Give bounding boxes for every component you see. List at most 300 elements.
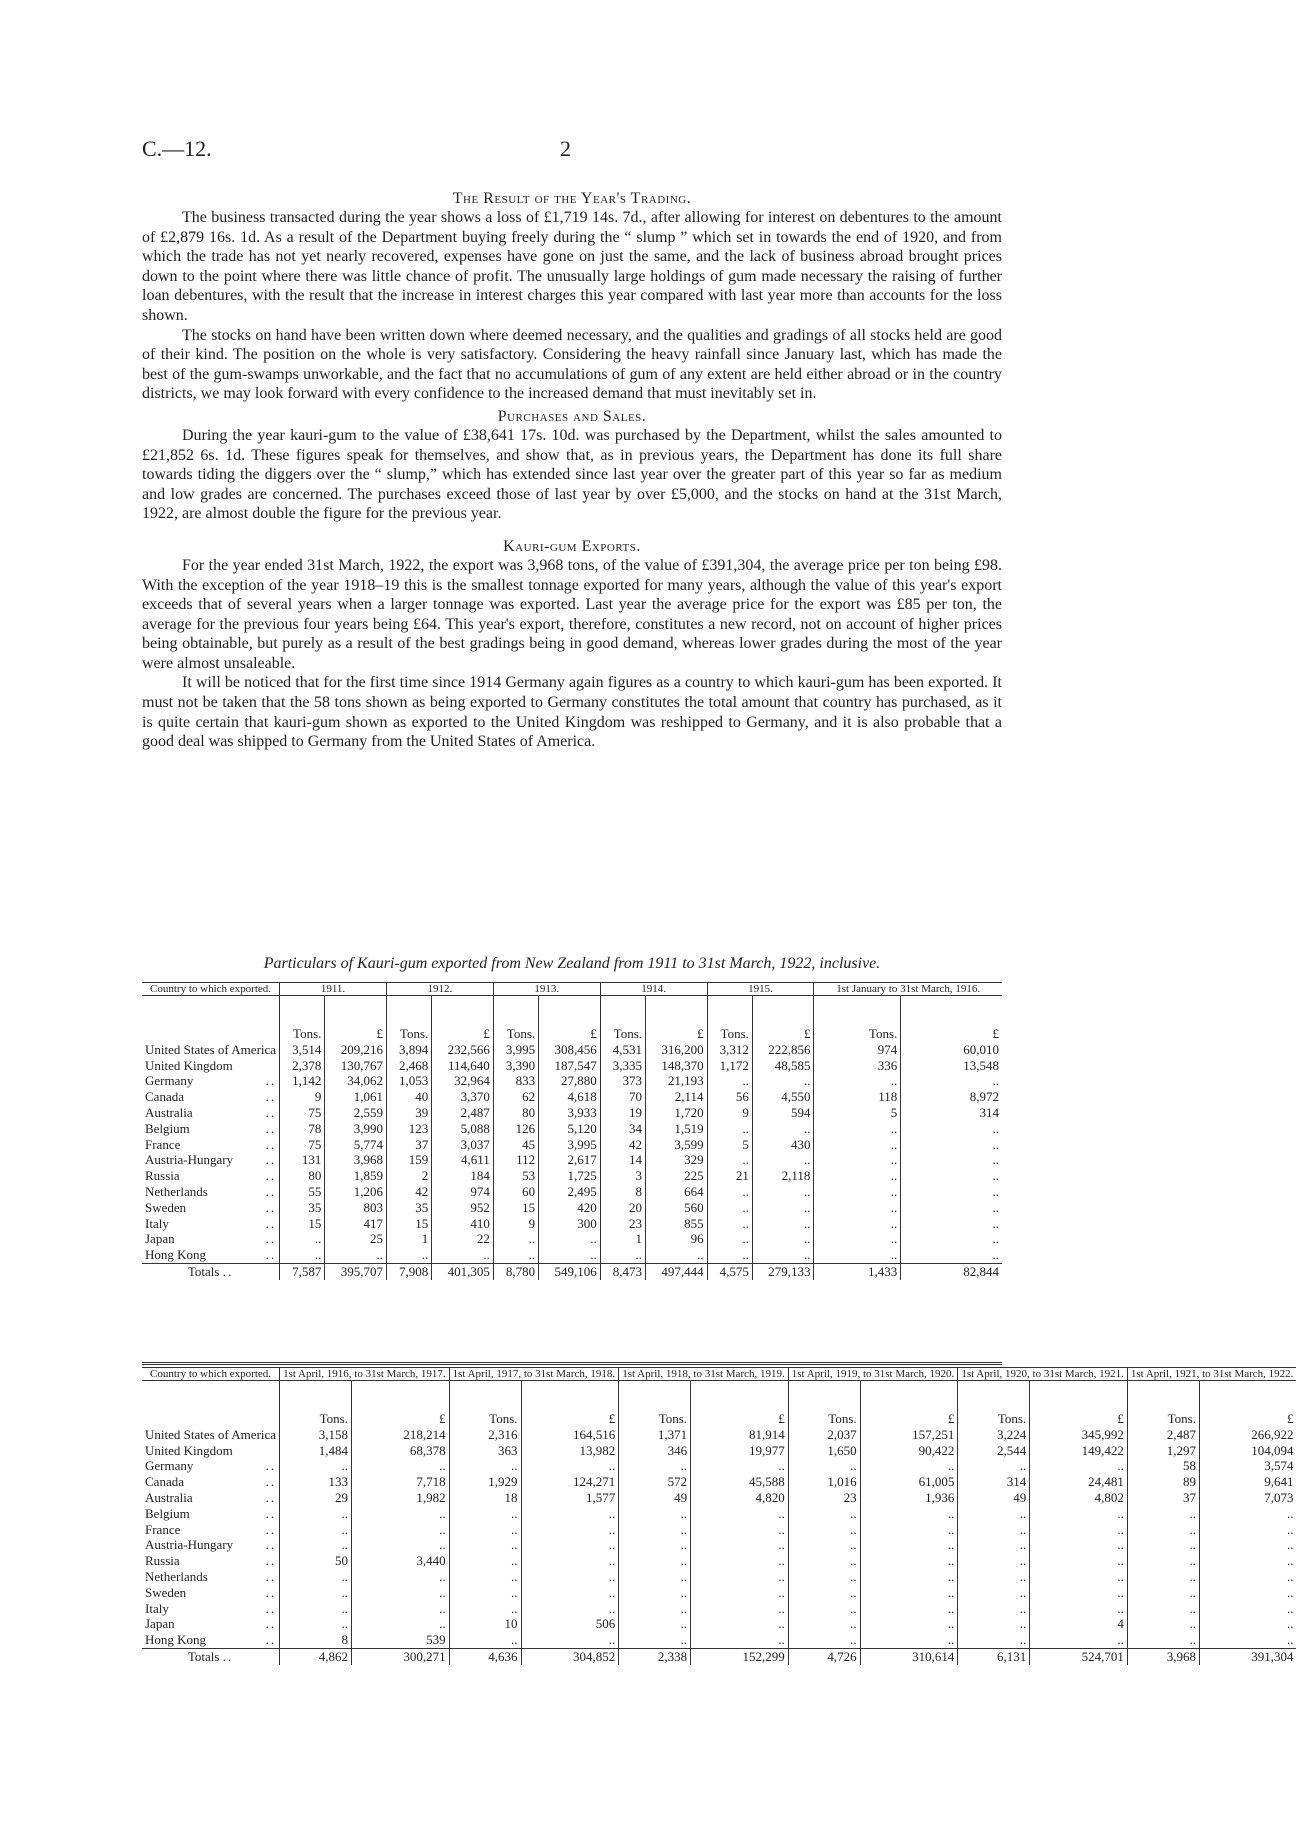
table-cell: .. — [539, 1247, 601, 1263]
table-cell: 27,880 — [539, 1073, 601, 1089]
paragraph: For the year ended 31st March, 1922, the export was 3,968 tons, of the value of £391,304, the average price per ton being £98. With the exception of the year 1918–19 this is the smallest tonnage exported for many years, although the value of this year's export exceeds that of several years when a larger tonnage was exported. Last year the average price for the export was £85 per ton, the average for the previous four years being £64. This year's export, therefore, constitutes a new record, not on account of higher prices being obtainable, but purely as a result of the best gradings being in good demand, whereas lower grades during the most of the year were almost unsaleable. — [142, 556, 1002, 672]
total-cell: 1,433 — [814, 1263, 901, 1279]
unit-tons-label: Tons. — [788, 1411, 860, 1427]
table-cell: 8,972 — [969, 1089, 999, 1105]
table-row — [142, 1247, 1002, 1263]
table-cell: 5,088 — [432, 1121, 494, 1137]
table-cell: 39 — [386, 1105, 431, 1121]
table-cell: .. — [860, 1506, 958, 1522]
table-cell: .. — [521, 1522, 619, 1538]
table-cell: .. — [788, 1458, 860, 1474]
total-cell: 401,305 — [432, 1263, 494, 1279]
table-cell: 37 — [386, 1137, 431, 1153]
table-row — [142, 1089, 1002, 1105]
table-cell: .. — [351, 1585, 449, 1601]
table-row — [142, 1569, 1296, 1585]
table-cell: .. — [788, 1601, 860, 1617]
table-cell: .. — [1127, 1585, 1199, 1601]
table-cell: 974 — [814, 1042, 901, 1058]
table-cell: 18 — [449, 1490, 521, 1506]
table-cell: .. — [1030, 1553, 1128, 1569]
table-cell: .. — [691, 1522, 789, 1538]
table-cell: 410 — [432, 1216, 494, 1232]
table-cell: 266,922 — [1251, 1426, 1294, 1442]
section-title-exports: Kauri-gum Exports. — [503, 537, 641, 555]
table-cell: .. — [958, 1569, 1030, 1585]
table-cell: 14 — [600, 1152, 645, 1168]
country-name: United Kingdom — [142, 1443, 280, 1459]
table-cell: 1,725 — [539, 1168, 601, 1184]
table-row — [142, 1443, 1296, 1459]
table-cell: 35 — [280, 1200, 325, 1216]
total-cell: 304,852 — [521, 1648, 619, 1664]
table-cell: 126 — [493, 1121, 538, 1137]
table-cell: .. — [449, 1458, 521, 1474]
table-cell: 1,016 — [788, 1474, 860, 1490]
totals-row — [142, 1648, 1296, 1664]
table-cell: 803 — [325, 1200, 387, 1216]
table-cell: 952 — [432, 1200, 494, 1216]
table-cell: 9 — [493, 1216, 538, 1232]
country-name: France .. — [142, 1522, 280, 1538]
table-cell: 42 — [386, 1184, 431, 1200]
table-cell: .. — [619, 1585, 691, 1601]
table-row — [142, 1042, 1002, 1058]
table-cell: .. — [351, 1569, 449, 1585]
table-cell: 3,933 — [539, 1105, 601, 1121]
table-cell: 13,982 — [521, 1443, 619, 1459]
table-cell: .. — [1030, 1537, 1128, 1553]
table-cell: 42 — [600, 1137, 645, 1153]
table-cell: .. — [619, 1616, 691, 1632]
table-row — [142, 1137, 1002, 1153]
table-cell: 855 — [646, 1216, 708, 1232]
column-header-period: 1st April, 1919, to 31st March, 1920. — [788, 1368, 958, 1381]
table-cell: .. — [1127, 1632, 1199, 1648]
country-name: Japan .. — [142, 1231, 280, 1247]
table-cell: 25 — [325, 1231, 387, 1247]
table-cell: 345,992 — [1030, 1427, 1128, 1443]
table-cell: .. — [280, 1231, 325, 1247]
table-cell: .. — [1286, 1521, 1294, 1537]
table-cell: 1,859 — [325, 1168, 387, 1184]
table-cell: 1,206 — [325, 1184, 387, 1200]
table-cell: .. — [860, 1585, 958, 1601]
table-cell: .. — [351, 1537, 449, 1553]
table-cell: 3 — [600, 1168, 645, 1184]
unit-pounds-label: £ — [691, 1411, 789, 1427]
table-cell: .. — [619, 1537, 691, 1553]
table-cell: 53 — [493, 1168, 538, 1184]
table-cell: 2,378 — [280, 1058, 325, 1074]
table-cell: 5 — [707, 1137, 752, 1153]
table-cell: .. — [707, 1184, 752, 1200]
table-cell: .. — [814, 1247, 901, 1263]
table-cell: .. — [449, 1601, 521, 1617]
table-cell: 164,516 — [521, 1427, 619, 1443]
table-cell: 15 — [493, 1200, 538, 1216]
table-cell: .. — [752, 1200, 814, 1216]
country-name: Hong Kong .. — [142, 1632, 280, 1648]
table-cell: .. — [1030, 1585, 1128, 1601]
country-name: France .. — [142, 1137, 280, 1153]
table-cell: 45,588 — [691, 1474, 789, 1490]
total-cell: 279,133 — [752, 1263, 814, 1279]
table-cell: .. — [691, 1537, 789, 1553]
table-caption: Particulars of Kauri-gum exported from New Zealand from 1911 to 31st March, 1922, inclusive. — [263, 955, 881, 972]
table-cell: 3,894 — [386, 1042, 431, 1058]
table-cell: 19 — [600, 1105, 645, 1121]
table-cell: .. — [860, 1601, 958, 1617]
table-cell: .. — [280, 1522, 352, 1538]
table-cell: .. — [992, 1215, 999, 1231]
table-cell: 2,114 — [646, 1089, 708, 1105]
table-cell: 187,547 — [539, 1058, 601, 1074]
paragraph: The stocks on hand have been written down where deemed necessary, and the qualities and gradings of all stocks held are good of their kind. The position on the whole is very satisfactory. Considering the heavy rainfall since January last, which has made the best of the gum-swamps unworkable, and the fact that no accumulations of gum of any extent are held either abroad or in the country districts, we may look forward with every confidence to the increased demand that must inevitably set in. — [142, 326, 1002, 403]
table-row — [142, 1506, 1296, 1522]
country-name: Australia .. — [142, 1490, 280, 1506]
table-divider — [142, 1362, 1002, 1365]
total-cell: 82,844 — [901, 1263, 1002, 1279]
table-cell: .. — [521, 1585, 619, 1601]
table-cell: .. — [958, 1522, 1030, 1538]
total-cell: 4,862 — [280, 1648, 352, 1664]
column-header-country: Country to which exported. — [142, 983, 280, 996]
table-cell: .. — [992, 1136, 999, 1152]
total-cell: 8,473 — [600, 1263, 645, 1279]
total-cell: 4,726 — [788, 1648, 860, 1664]
table-cell: 5,120 — [539, 1121, 601, 1137]
table-cell: .. — [814, 1184, 901, 1200]
table-cell: .. — [619, 1569, 691, 1585]
table-cell: .. — [280, 1585, 352, 1601]
table-cell: .. — [1127, 1506, 1199, 1522]
table-cell: .. — [860, 1632, 958, 1648]
total-cell: 300,271 — [351, 1648, 449, 1664]
table-cell: 4,618 — [539, 1089, 601, 1105]
table-cell: .. — [1286, 1537, 1294, 1553]
table-cell: 1,172 — [707, 1058, 752, 1074]
table-cell: .. — [958, 1553, 1030, 1569]
total-cell: 7,908 — [386, 1263, 431, 1279]
table-cell: 2,316 — [449, 1427, 521, 1443]
section-title-purchases: Purchases and Sales. — [497, 407, 647, 425]
table-cell: 1,577 — [521, 1490, 619, 1506]
column-header-period: 1915. — [707, 983, 814, 996]
table-cell: 572 — [619, 1474, 691, 1490]
table-cell: 4,802 — [1030, 1490, 1128, 1506]
table-cell: 833 — [493, 1073, 538, 1089]
table-cell: .. — [521, 1632, 619, 1648]
column-header-period: 1914. — [600, 983, 707, 996]
table-cell: 7,073 — [1264, 1489, 1294, 1505]
table-cell: 62 — [493, 1089, 538, 1105]
table-cell: .. — [814, 1200, 901, 1216]
table-cell: 7,718 — [351, 1474, 449, 1490]
column-header-period: 1st April, 1918, to 31st March, 1919. — [619, 1368, 789, 1381]
table-cell: 1,650 — [788, 1443, 860, 1459]
table-cell: .. — [646, 1247, 708, 1263]
totals-label: Totals .. — [142, 1648, 280, 1664]
table-cell: 8 — [600, 1184, 645, 1200]
table-cell: 60,010 — [963, 1041, 999, 1057]
table-cell: .. — [1127, 1537, 1199, 1553]
table-cell: .. — [280, 1247, 325, 1263]
table-cell: .. — [1030, 1458, 1128, 1474]
table-row — [142, 1152, 1002, 1168]
table-cell: .. — [1286, 1505, 1294, 1521]
table-cell: 56 — [707, 1089, 752, 1105]
country-name: Germany .. — [142, 1073, 280, 1089]
table-cell: .. — [814, 1216, 901, 1232]
table-cell: .. — [449, 1537, 521, 1553]
table-cell: 23 — [600, 1216, 645, 1232]
table-cell: .. — [521, 1569, 619, 1585]
table-cell: 124,271 — [521, 1474, 619, 1490]
unit-tons-label: Tons. — [814, 1026, 901, 1042]
table-cell: 34 — [600, 1121, 645, 1137]
table-cell: 61,005 — [860, 1474, 958, 1490]
table-cell: 15 — [280, 1216, 325, 1232]
table-cell: 104,094 — [1251, 1442, 1294, 1458]
table-cell: .. — [449, 1553, 521, 1569]
table-cell: 3,440 — [351, 1553, 449, 1569]
table-cell: 1 — [600, 1231, 645, 1247]
table-cell: 2,118 — [752, 1168, 814, 1184]
table-cell: 1,720 — [646, 1105, 708, 1121]
table-row — [142, 1458, 1296, 1474]
table-cell: .. — [788, 1537, 860, 1553]
table-cell: 20 — [600, 1200, 645, 1216]
total-cell: 497,444 — [646, 1263, 708, 1279]
table-cell: .. — [958, 1632, 1030, 1648]
unit-pounds-label: £ — [539, 1026, 601, 1042]
table-row — [142, 1184, 1002, 1200]
paragraph: The business transacted during the year shows a loss of £1,719 14s. 7d., after allowing for interest on debentures to the amount of £2,879 16s. 1d. As a result of the Department buying freely during the “ slump ” which set in towards the end of 1920, and from which the trade has not yet nearly recovered, expenses have gone on just the same, and the lack of business abroad brought prices down to the point where there was little chance of profit. The unusually large holdings of gum made necessary the raising of further loan debentures, with the result that the increase in interest charges this year compared with last year more than accounts for the loss shown. — [142, 209, 1002, 324]
table-cell: 3,370 — [432, 1089, 494, 1105]
country-name: United Kingdom — [142, 1058, 280, 1074]
country-name: United States of America — [142, 1427, 280, 1443]
table-cell: .. — [521, 1506, 619, 1522]
table-cell: .. — [619, 1458, 691, 1474]
country-name: Netherlands .. — [142, 1569, 280, 1585]
table-cell: 222,856 — [752, 1042, 814, 1058]
country-name: Hong Kong .. — [142, 1247, 280, 1263]
table-cell: .. — [752, 1247, 814, 1263]
export-table-1916-1922 — [142, 1367, 1294, 1665]
table-cell: 225 — [646, 1168, 708, 1184]
table-cell: 1,982 — [351, 1490, 449, 1506]
column-header-period: 1st April, 1917, to 31st March, 1918. — [449, 1368, 619, 1381]
column-header-period: 1st April, 1920, to 31st March, 1921. — [958, 1368, 1128, 1381]
table-cell: .. — [814, 1073, 901, 1089]
table-cell: 300 — [539, 1216, 601, 1232]
table-cell: .. — [788, 1522, 860, 1538]
table-cell: .. — [1030, 1632, 1128, 1648]
country-name: Australia .. — [142, 1105, 280, 1121]
table-cell: .. — [860, 1569, 958, 1585]
table-row — [142, 1216, 1002, 1232]
table-cell: 13,548 — [963, 1057, 999, 1073]
unit-tons-label: Tons. — [449, 1411, 521, 1427]
table-cell: .. — [814, 1231, 901, 1247]
body-text — [142, 190, 1002, 752]
country-name: Austria-Hungary .. — [142, 1537, 280, 1553]
country-name: Italy .. — [142, 1601, 280, 1617]
table-cell: 48,585 — [752, 1058, 814, 1074]
table-cell: .. — [814, 1168, 901, 1184]
table-cell: 4,611 — [432, 1152, 494, 1168]
table-cell: .. — [351, 1601, 449, 1617]
table-cell: 90,422 — [860, 1443, 958, 1459]
table-cell: .. — [1286, 1584, 1294, 1600]
table-cell: .. — [992, 1152, 999, 1168]
table-cell: .. — [958, 1537, 1030, 1553]
table-cell: .. — [1127, 1553, 1199, 1569]
table-cell: .. — [280, 1506, 352, 1522]
table-cell: .. — [1286, 1553, 1294, 1569]
table-cell: 133 — [280, 1474, 352, 1490]
table-cell: 1,142 — [280, 1073, 325, 1089]
total-cell: 395,707 — [325, 1263, 387, 1279]
column-header-period: 1913. — [493, 983, 600, 996]
table-cell: 24,481 — [1030, 1474, 1128, 1490]
table-cell: .. — [707, 1121, 752, 1137]
table-cell: .. — [280, 1458, 352, 1474]
table-cell: 2,487 — [1127, 1427, 1199, 1443]
table-cell: 218,214 — [351, 1427, 449, 1443]
table-cell: .. — [432, 1247, 494, 1263]
table-cell: 55 — [280, 1184, 325, 1200]
table-cell: .. — [351, 1506, 449, 1522]
table-cell: 417 — [325, 1216, 387, 1232]
total-cell: 4,636 — [449, 1648, 521, 1664]
table-cell: .. — [1127, 1522, 1199, 1538]
table-cell: .. — [1030, 1601, 1128, 1617]
table-cell: .. — [449, 1506, 521, 1522]
table-cell: 5 — [814, 1105, 901, 1121]
table-cell: .. — [1127, 1616, 1199, 1632]
country-name: United States of America — [142, 1042, 280, 1058]
table-cell: 3,968 — [325, 1152, 387, 1168]
table-cell: 40 — [386, 1089, 431, 1105]
table-row — [142, 1427, 1296, 1443]
table-row — [142, 1490, 1296, 1506]
table-cell: 2,544 — [958, 1443, 1030, 1459]
table-cell: .. — [860, 1616, 958, 1632]
table-cell: .. — [992, 1120, 999, 1136]
table-cell: .. — [691, 1569, 789, 1585]
total-cell: 310,614 — [860, 1648, 958, 1664]
table-cell: .. — [1286, 1568, 1294, 1584]
table-cell: 8 — [280, 1632, 352, 1648]
table-cell: 3,995 — [493, 1042, 538, 1058]
table-cell: .. — [280, 1601, 352, 1617]
table-cell: .. — [992, 1183, 999, 1199]
document-code: C.—12. — [142, 136, 212, 161]
unit-pounds-label: £ — [325, 1026, 387, 1042]
table-cell: .. — [707, 1152, 752, 1168]
table-cell: 58 — [1127, 1458, 1199, 1474]
table-cell: .. — [280, 1569, 352, 1585]
table-cell: .. — [691, 1632, 789, 1648]
table-cell: 81,914 — [691, 1427, 789, 1443]
table-cell: 539 — [351, 1632, 449, 1648]
country-name: Sweden .. — [142, 1200, 280, 1216]
table-row — [142, 1474, 1296, 1490]
table-cell: 112 — [493, 1152, 538, 1168]
table-cell: 4,820 — [691, 1490, 789, 1506]
table-cell: 346 — [619, 1443, 691, 1459]
table-cell: 148,370 — [646, 1058, 708, 1074]
table-cell: 89 — [1127, 1474, 1199, 1490]
unit-tons-label: Tons. — [619, 1411, 691, 1427]
table-cell: .. — [707, 1216, 752, 1232]
table-cell: .. — [493, 1247, 538, 1263]
table-cell: .. — [280, 1537, 352, 1553]
country-name: Russia .. — [142, 1168, 280, 1184]
table-cell: 9,641 — [1264, 1474, 1294, 1490]
country-name: Belgium .. — [142, 1506, 280, 1522]
table-cell: .. — [1030, 1569, 1128, 1585]
table-cell: 363 — [449, 1443, 521, 1459]
table-cell: 149,422 — [1030, 1443, 1128, 1459]
total-cell: 152,299 — [691, 1648, 789, 1664]
total-cell: 4,575 — [707, 1263, 752, 1279]
unit-pounds-label: £ — [1286, 1411, 1294, 1426]
table-cell: .. — [521, 1458, 619, 1474]
table-cell: 75 — [280, 1105, 325, 1121]
table-cell: 9 — [280, 1089, 325, 1105]
table-cell: 114,640 — [432, 1058, 494, 1074]
table-row — [142, 1105, 1002, 1121]
table-cell: .. — [1286, 1632, 1294, 1648]
table-cell: 308,456 — [539, 1042, 601, 1058]
table-cell: 314 — [958, 1474, 1030, 1490]
table-cell: 49 — [958, 1490, 1030, 1506]
table-cell: 32,964 — [432, 1073, 494, 1089]
table-cell: 974 — [432, 1184, 494, 1200]
table-cell: .. — [691, 1553, 789, 1569]
country-name: Austria-Hungary .. — [142, 1152, 280, 1168]
table-cell: 49 — [619, 1490, 691, 1506]
unit-pounds-label: £ — [992, 1026, 999, 1041]
unit-pounds-label: £ — [432, 1026, 494, 1042]
table-cell: .. — [788, 1506, 860, 1522]
table-cell: .. — [752, 1152, 814, 1168]
table-cell: 22 — [432, 1231, 494, 1247]
table-cell: 23 — [788, 1490, 860, 1506]
table-cell: .. — [1127, 1569, 1199, 1585]
table-cell: 2 — [386, 1168, 431, 1184]
table-cell: .. — [351, 1522, 449, 1538]
table-cell: .. — [691, 1616, 789, 1632]
table-cell: .. — [1286, 1600, 1294, 1616]
table-cell: .. — [1030, 1522, 1128, 1538]
table-cell: .. — [707, 1231, 752, 1247]
table-cell: 157,251 — [860, 1427, 958, 1443]
section-title-result: The Result of the Year's Trading. — [452, 190, 692, 207]
table-cell: 19,977 — [691, 1443, 789, 1459]
table-cell: .. — [958, 1506, 1030, 1522]
table-cell: 15 — [386, 1216, 431, 1232]
column-header-country: Country to which exported. — [142, 1368, 280, 1381]
table-cell: 2,037 — [788, 1427, 860, 1443]
table-cell: 1,929 — [449, 1474, 521, 1490]
table-cell: 1,484 — [280, 1443, 352, 1459]
table-cell: 80 — [280, 1168, 325, 1184]
table-cell: 130,767 — [325, 1058, 387, 1074]
